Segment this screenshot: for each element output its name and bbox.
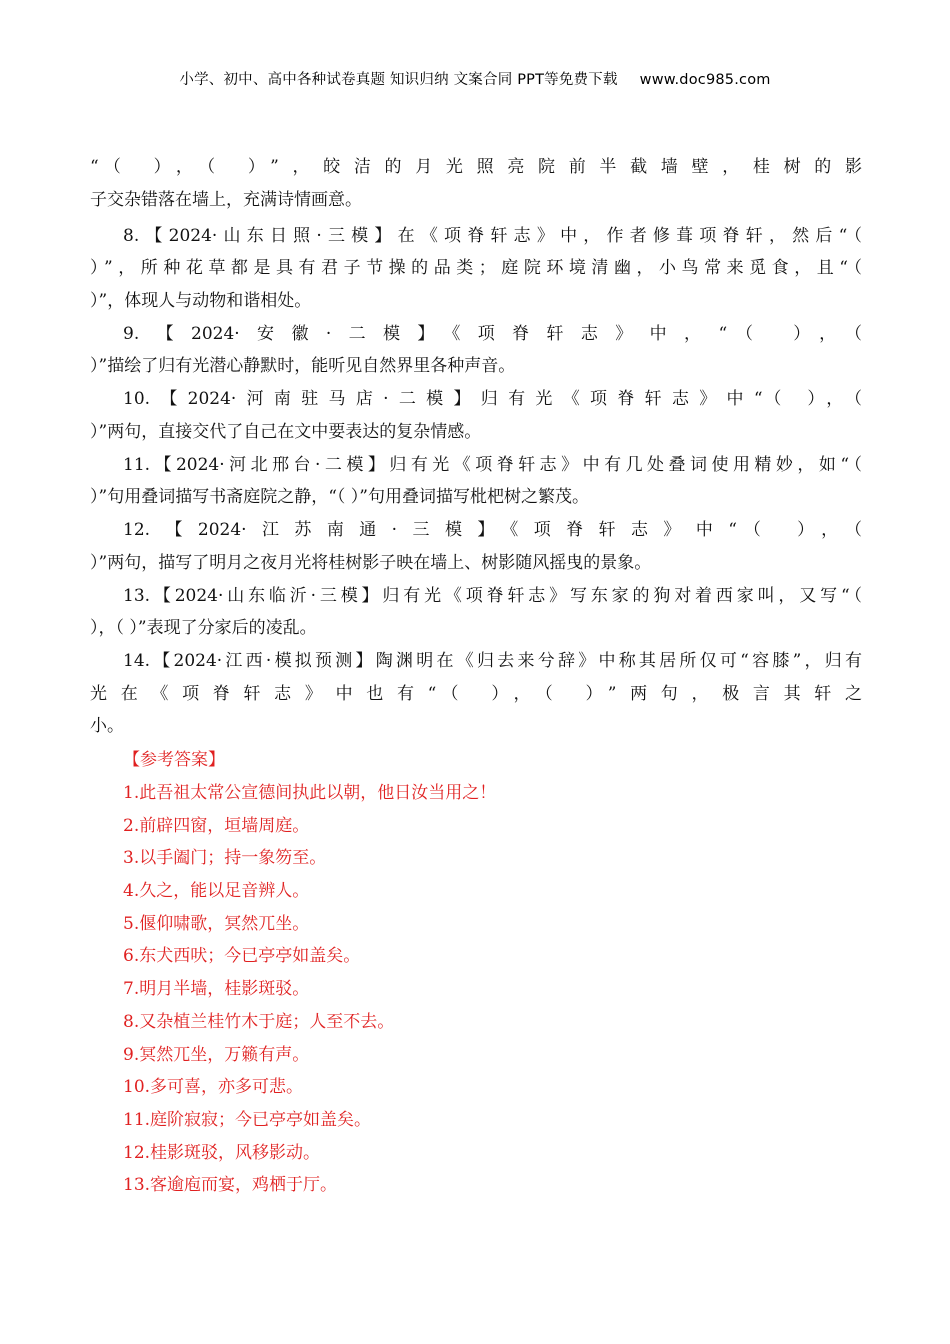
- answers-heading: 【参考答案】: [123, 750, 225, 770]
- answer-item: 8.又杂植兰桂竹木于庭；人至不去。: [123, 1012, 395, 1032]
- question-10-line: 10.【2024·河南驻马店·二模】归有光《项脊轩志》中“（ ），（: [123, 389, 862, 409]
- question-line: ）”两句，描写了明月之夜月光将桂树影子映在墙上、树影随风摇曳的景象。: [90, 553, 652, 573]
- header-site-link[interactable]: www.doc985.com: [639, 72, 771, 88]
- answer-item: 4.久之，能以足音辨人。: [123, 881, 310, 901]
- question-line: 小。: [90, 716, 124, 736]
- answer-item: 3.以手阖门；持一象笏至。: [123, 848, 327, 868]
- question-line: 光在《项脊轩志》中也有“（ ），（ ）”两句，极言其轩之: [90, 684, 862, 704]
- question-line: “（ ），（ ）”，皎洁的月光照亮院前半截墙壁，桂树的影: [90, 157, 862, 177]
- question-8-line: 8.【2024·山东日照·三模】在《项脊轩志》中，作者修葺项脊轩，然后“（: [123, 226, 862, 246]
- answer-item: 1.此吾祖太常公宣德间执此以朝，他日汝当用之！: [123, 783, 497, 803]
- answer-item: 2.前辟四窗，垣墙周庭。: [123, 816, 310, 836]
- question-line: ）”，体现人与动物和谐相处。: [90, 291, 312, 311]
- answer-item: 9.冥然兀坐，万籁有声。: [123, 1045, 310, 1065]
- question-9-line: 9.【2024·安徽·二模】《项脊轩志》中，“（ ），（: [123, 324, 862, 344]
- header-text: 小学、初中、高中各种试卷真题 知识归纳 文案合同 PPT等免费下载: [179, 72, 618, 88]
- answer-item: 12.桂影斑驳，风移影动。: [123, 1143, 321, 1163]
- question-12-line: 12.【2024·江苏南通·三模】《项脊轩志》中“（ ），（: [123, 520, 862, 540]
- page-header: [0, 68, 950, 89]
- question-line: ）”两句，直接交代了自己在文中要表达的复杂情感。: [90, 422, 482, 442]
- answer-item: 6.东犬西吠；今已亭亭如盖矣。: [123, 946, 361, 966]
- question-line: ）”，所种花草都是具有君子节操的品类；庭院环境清幽，小鸟常来觅食，且“（: [90, 258, 862, 278]
- answer-item: 5.偃仰啸歌，冥然兀坐。: [123, 914, 310, 934]
- question-line: ）”描绘了归有光潜心静默时，能听见自然界里各种声音。: [90, 356, 516, 376]
- question-13-line: 13.【2024·山东临沂·三模】归有光《项脊轩志》写东家的狗对着西家叫，又写“（: [123, 586, 862, 606]
- question-14-line: 14.【2024·江西·模拟预测】陶渊明在《归去来兮辞》中称其居所仅可“容膝”，归有: [123, 651, 862, 671]
- question-11-line: 11.【2024·河北邢台·二模】归有光《项脊轩志》中有几处叠词使用精妙，如“（: [123, 455, 862, 475]
- answer-item: 11.庭阶寂寂；今已亭亭如盖矣。: [123, 1110, 372, 1130]
- answer-item: 13.客逾庖而宴，鸡栖于厅。: [123, 1175, 338, 1195]
- question-line: ），（ ）”表现了分家后的凌乱。: [90, 618, 317, 638]
- question-line: ）”句用叠词描写书斋庭院之静，“（ ）”句用叠词描写枇杷树之繁茂。: [90, 487, 589, 507]
- answer-item: 7.明月半墙，桂影斑驳。: [123, 979, 310, 999]
- question-line: 子交杂错落在墙上，充满诗情画意。: [90, 190, 362, 210]
- answer-item: 10.多可喜，亦多可悲。: [123, 1077, 304, 1097]
